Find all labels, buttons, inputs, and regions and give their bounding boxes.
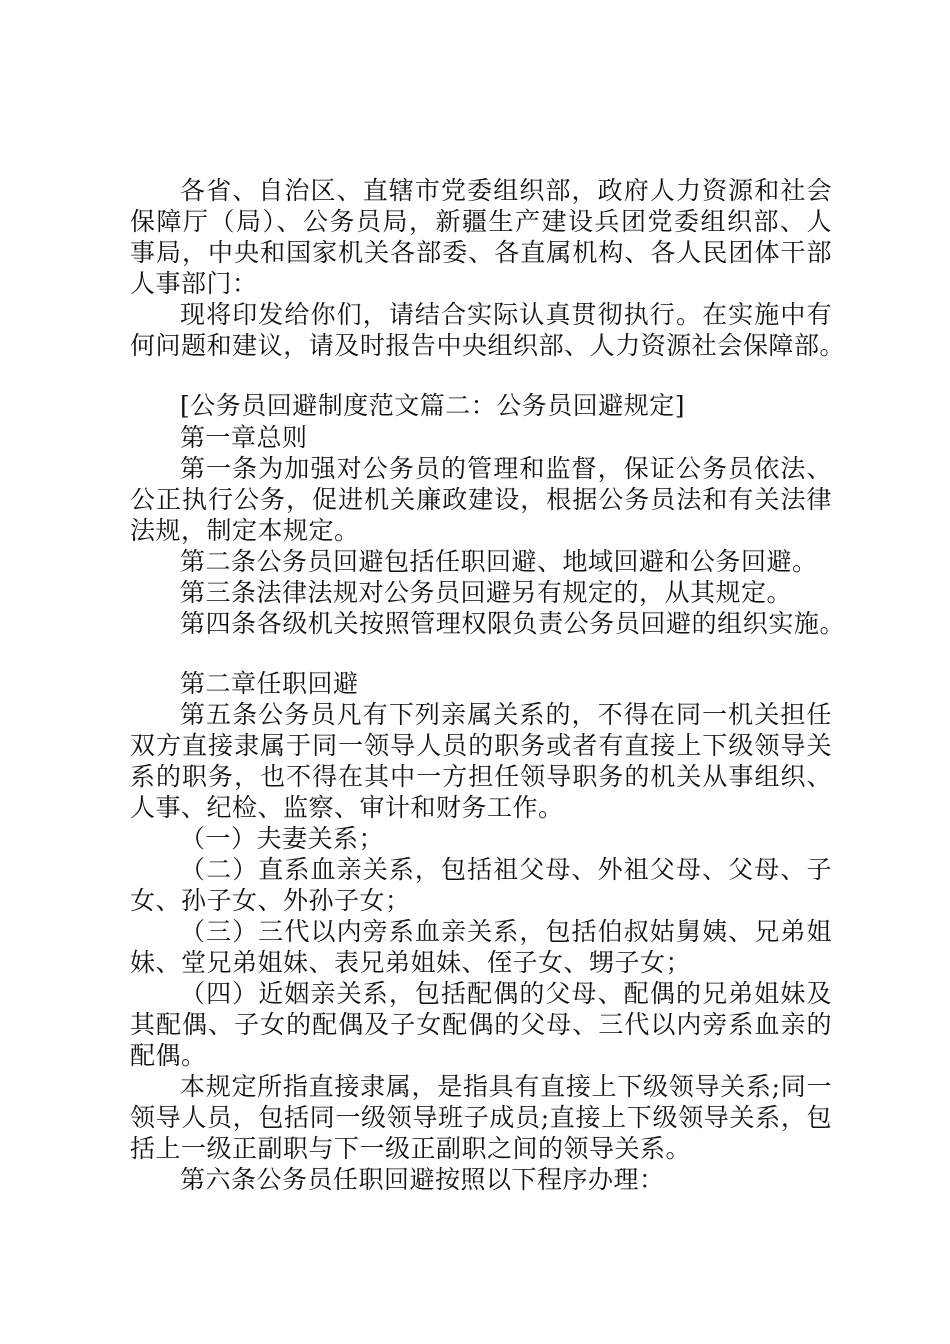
list-item-continued: 配偶。 — [130, 1041, 207, 1070]
paragraph-line: 双方直接隶属于同一领导人员的职务或者有直接上下级领导关 — [130, 731, 832, 760]
paragraph-line: 公正执行公务，促进机关廉政建设，根据公务员法和有关法律 — [130, 485, 832, 514]
chapter-heading: 第一章总则 — [180, 423, 308, 452]
paragraph-line: 法规，制定本规定。 — [130, 516, 360, 545]
list-item: （二）直系血亲关系，包括祖父母、外祖父母、父母、子 — [180, 855, 832, 884]
paragraph-line: 本规定所指直接隶属，是指具有直接上下级领导关系;同一 — [180, 1072, 832, 1101]
paragraph-line: 括上一级正副职与下一级正副职之间的领导关系。 — [130, 1134, 692, 1163]
list-item-continued: 女、孙子女、外孙子女； — [130, 886, 411, 915]
paragraph-line: 各省、自治区、直辖市党委组织部，政府人力资源和社会 — [180, 176, 832, 205]
paragraph-line: 事局，中央和国家机关各部委、各直属机构、各人民团体干部 — [130, 238, 832, 267]
list-item: （一）夫妻关系； — [180, 824, 385, 853]
paragraph-line: 领导人员，包括同一级领导班子成员;直接上下级领导关系，包 — [130, 1103, 832, 1132]
paragraph-line: 现将印发给你们，请结合实际认真贯彻执行。在实施中有 — [180, 300, 832, 329]
paragraph-line: 第六条公务员任职回避按照以下程序办理： — [180, 1165, 665, 1194]
paragraph-line: 保障厅（局）、公务员局，新疆生产建设兵团党委组织部、人 — [130, 207, 832, 236]
list-item-continued: 其配偶、子女的配偶及子女配偶的父母、三代以内旁系血亲的 — [130, 1010, 832, 1039]
section-title: [公务员回避制度范文篇二：公务员回避规定] — [180, 391, 686, 420]
list-item: （三）三代以内旁系血亲关系，包括伯叔姑舅姨、兄弟姐 — [180, 917, 832, 946]
paragraph-line: 人事、纪检、监察、审计和财务工作。 — [130, 793, 564, 822]
paragraph-line: 第四条各级机关按照管理权限负责公务员回避的组织实施。 — [180, 609, 845, 638]
paragraph-line: 第五条公务员凡有下列亲属关系的，不得在同一机关担任 — [180, 700, 832, 729]
paragraph-line: 何问题和建议，请及时报告中央组织部、人力资源社会保障部。 — [130, 331, 845, 360]
paragraph-line: 系的职务，也不得在其中一方担任领导职务的机关从事组织、 — [130, 762, 832, 791]
paragraph-line: 第三条法律法规对公务员回避另有规定的，从其规定。 — [180, 578, 793, 607]
list-item: （四）近姻亲关系，包括配偶的父母、配偶的兄弟姐妹及 — [180, 979, 832, 1008]
chapter-heading: 第二章任职回避 — [180, 669, 359, 698]
list-item-continued: 妹、堂兄弟姐妹、表兄弟姐妹、侄子女、甥子女； — [130, 948, 692, 977]
paragraph-line: 第一条为加强对公务员的管理和监督，保证公务员依法、 — [180, 454, 832, 483]
paragraph-line: 人事部门： — [130, 269, 258, 298]
paragraph-line: 第二条公务员回避包括任职回避、地域回避和公务回避。 — [180, 547, 818, 576]
